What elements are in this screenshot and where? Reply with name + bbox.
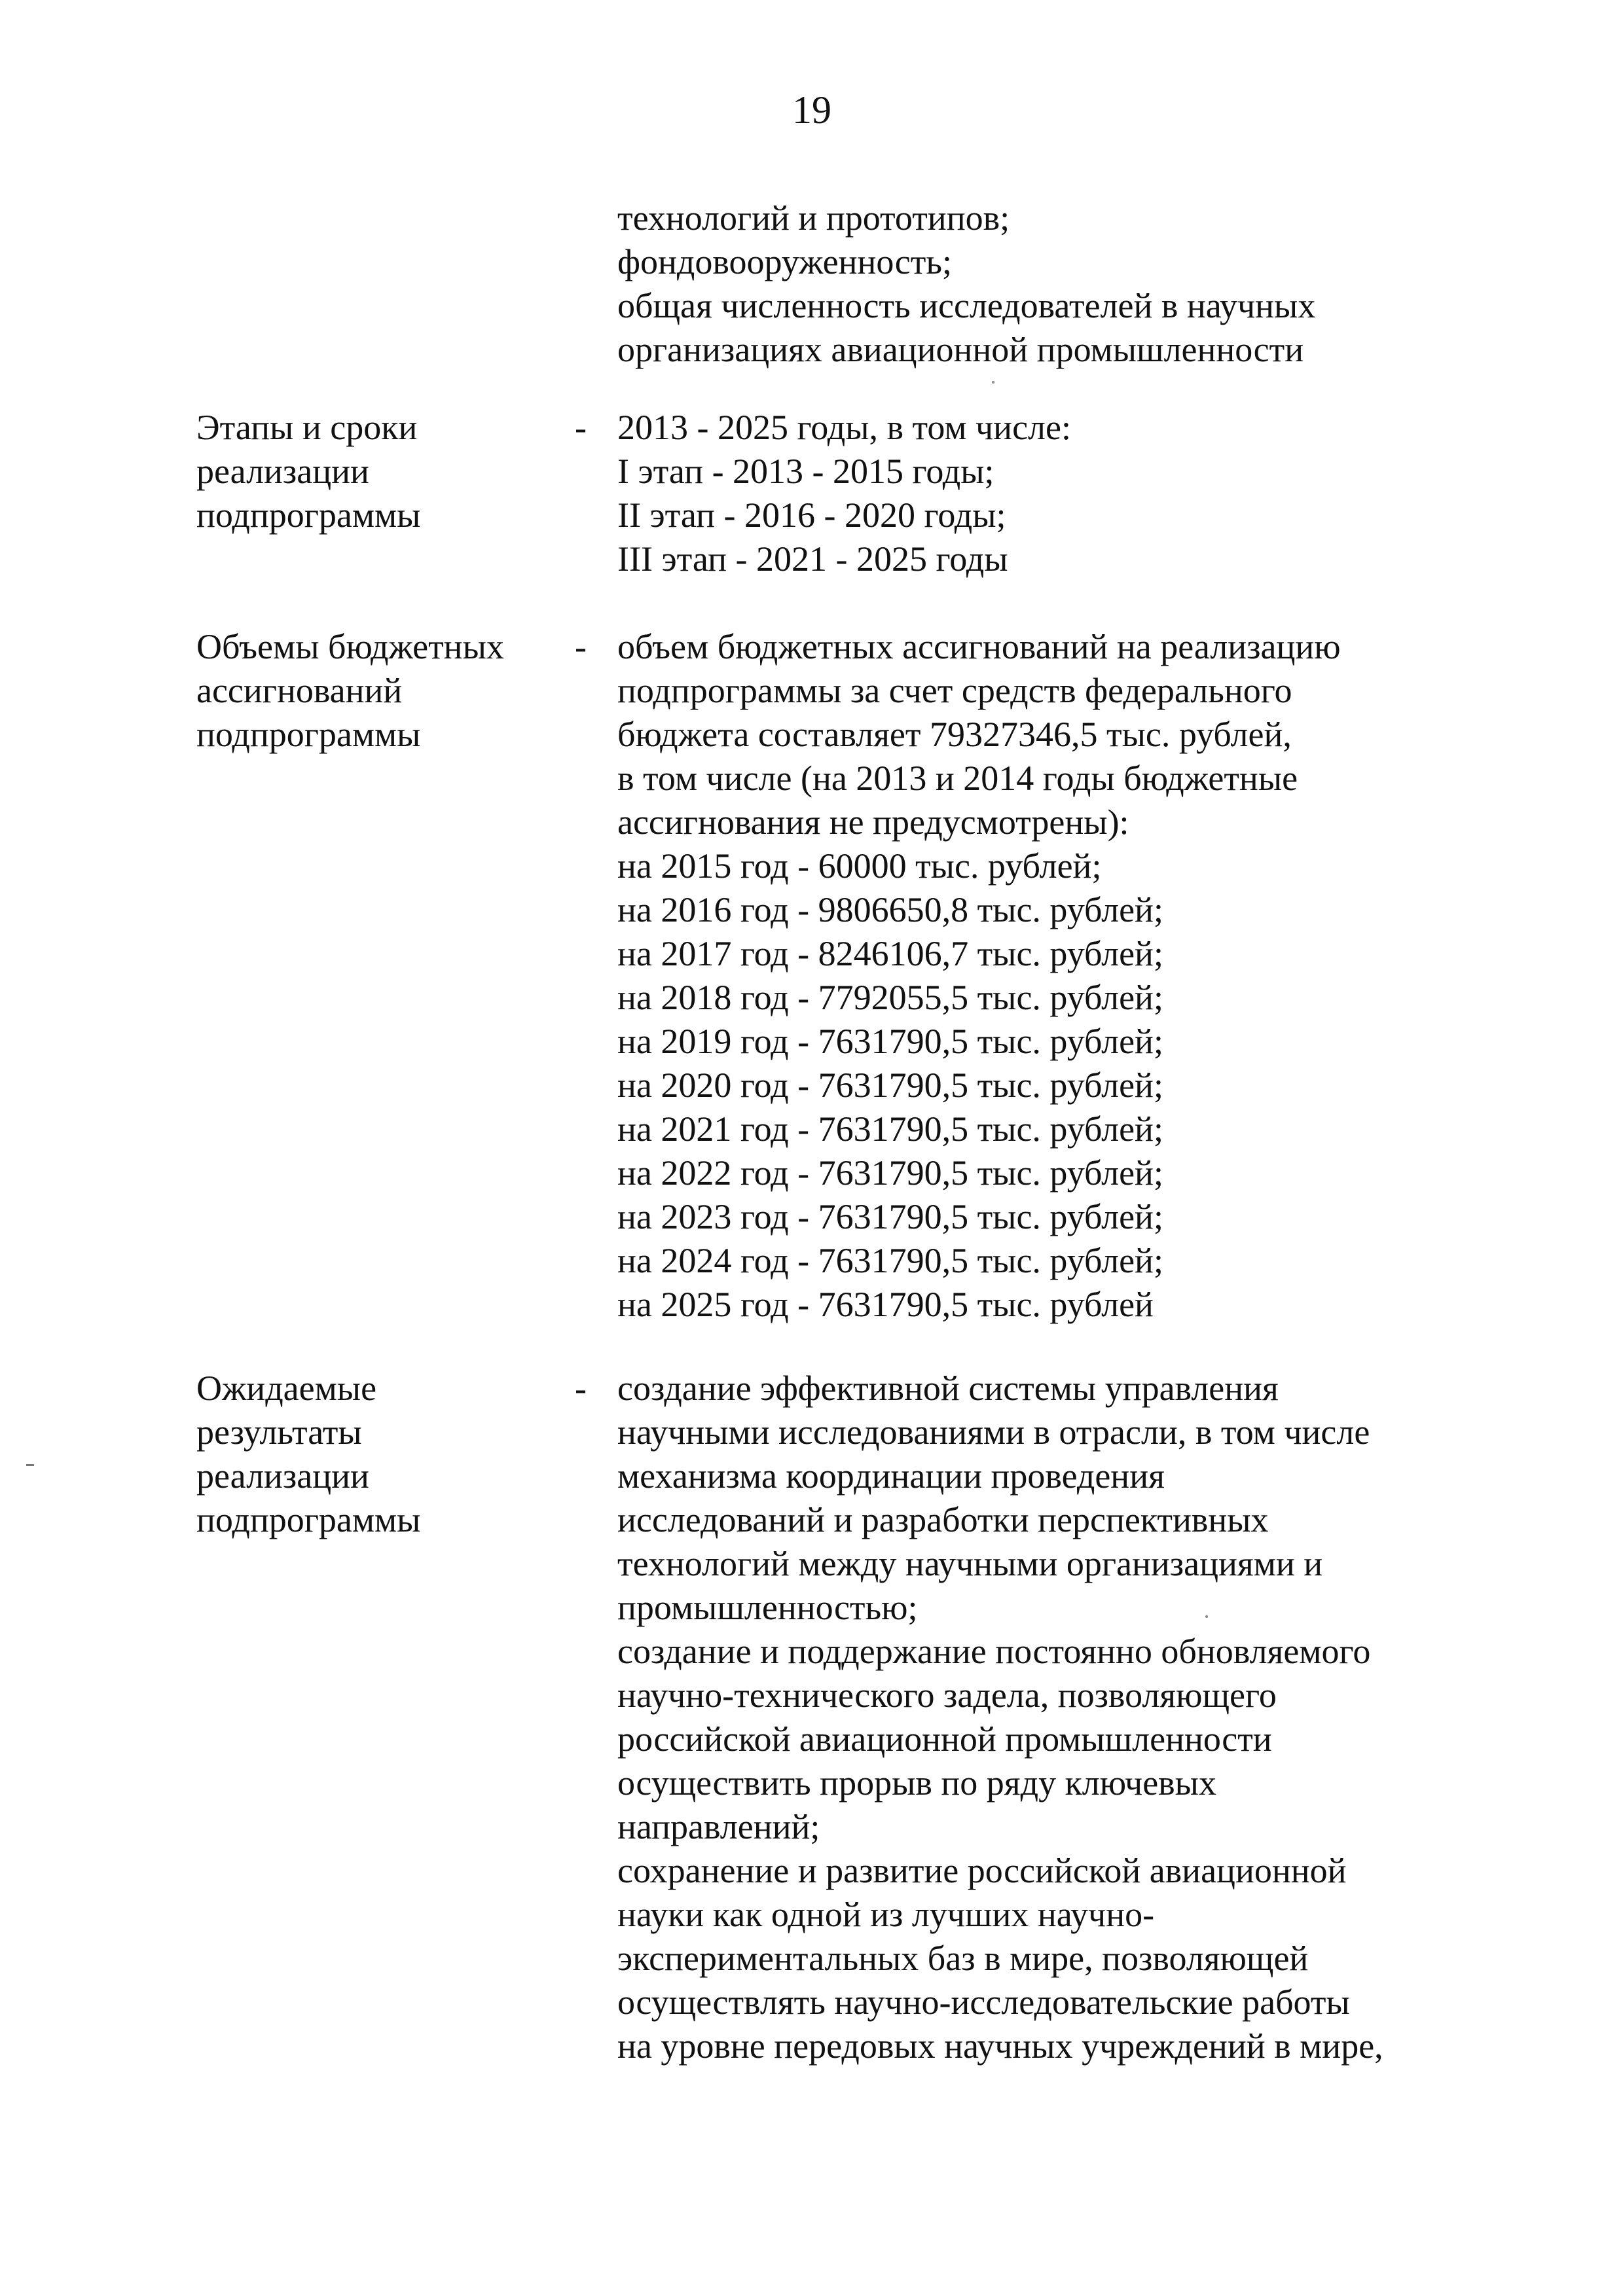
- text-line: 2013 - 2025 годы, в том числе:: [617, 408, 1071, 447]
- label-line: реализации: [196, 1456, 369, 1496]
- text-line: I этап - 2013 - 2015 годы;: [617, 452, 994, 491]
- text-line: создание и поддержание постоянно обновляемого: [617, 1632, 1371, 1671]
- text-line: науки как одной из лучших научно-: [617, 1895, 1155, 1934]
- text-line: ассигнования не предусмотрены):: [617, 802, 1129, 842]
- text-line: осуществить прорыв по ряду ключевых: [617, 1763, 1216, 1803]
- label-line: результаты: [196, 1412, 362, 1452]
- text-line: фондовооруженность;: [617, 242, 952, 281]
- label-line: Ожидаемые: [196, 1369, 377, 1408]
- text-line: исследований и разработки перспективных: [617, 1500, 1269, 1539]
- scan-speck: [1205, 1615, 1208, 1618]
- section-dash: -: [575, 1369, 587, 1408]
- budget-year-line: на 2025 год - 7631790,5 тыс. рублей: [617, 1285, 1154, 1324]
- scan-speck: [992, 381, 994, 384]
- budget-year-line: на 2018 год - 7792055,5 тыс. рублей;: [617, 978, 1163, 1017]
- label-line: подпрограммы: [196, 495, 421, 535]
- budget-year-line: на 2023 год - 7631790,5 тыс. рублей;: [617, 1197, 1163, 1236]
- label-line: ассигнований: [196, 671, 403, 710]
- text-line: в том числе (на 2013 и 2014 годы бюджетные: [617, 759, 1298, 798]
- text-line: механизма координации проведения: [617, 1456, 1165, 1496]
- text-line: экспериментальных баз в мире, позволяющей: [617, 1939, 1309, 1978]
- scan-speck: [26, 1464, 34, 1466]
- budget-year-line: на 2019 год - 7631790,5 тыс. рублей;: [617, 1022, 1163, 1061]
- budget-year-line: на 2015 год - 60000 тыс. рублей;: [617, 846, 1102, 886]
- label-line: Этапы и сроки: [196, 408, 418, 447]
- text-line: осуществлять научно-исследовательские работы: [617, 1982, 1350, 2022]
- label-line: Объемы бюджетных: [196, 627, 504, 666]
- text-line: сохранение и развитие российской авиационной: [617, 1851, 1347, 1890]
- label-line: подпрограммы: [196, 715, 421, 754]
- text-line: направлений;: [617, 1807, 820, 1846]
- text-line: технологий и прототипов;: [617, 198, 1010, 238]
- text-line: бюджета составляет 79327346,5 тыс. рублей,: [617, 715, 1292, 754]
- section-dash: -: [575, 627, 587, 666]
- text-line: общая численность исследователей в научных: [617, 286, 1316, 325]
- page-number: 19: [792, 88, 831, 132]
- label-line: реализации: [196, 452, 369, 491]
- text-line: подпрограммы за счет средств федерального: [617, 671, 1292, 710]
- budget-year-line: на 2022 год - 7631790,5 тыс. рублей;: [617, 1153, 1163, 1193]
- text-line: III этап - 2021 - 2025 годы: [617, 539, 1008, 579]
- text-line: научными исследованиями в отрасли, в том числе: [617, 1412, 1370, 1452]
- text-line: промышленностью;: [617, 1588, 918, 1627]
- text-line: организациях авиационной промышленности: [617, 330, 1304, 369]
- label-line: подпрограммы: [196, 1500, 421, 1539]
- budget-year-line: на 2017 год - 8246106,7 тыс. рублей;: [617, 934, 1163, 973]
- text-line: II этап - 2016 - 2020 годы;: [617, 495, 1006, 535]
- budget-year-line: на 2020 год - 7631790,5 тыс. рублей;: [617, 1066, 1163, 1105]
- budget-year-line: на 2021 год - 7631790,5 тыс. рублей;: [617, 1109, 1163, 1149]
- text-line: научно-технического задела, позволяющего: [617, 1676, 1277, 1715]
- budget-year-line: на 2016 год - 9806650,8 тыс. рублей;: [617, 890, 1163, 929]
- budget-year-line: на 2024 год - 7631790,5 тыс. рублей;: [617, 1241, 1163, 1280]
- text-line: на уровне передовых научных учреждений в мире,: [617, 2026, 1383, 2066]
- text-line: объем бюджетных ассигнований на реализацию: [617, 627, 1341, 666]
- text-line: создание эффективной системы управления: [617, 1369, 1279, 1408]
- section-dash: -: [575, 408, 587, 447]
- text-line: российской авиационной промышленности: [617, 1719, 1272, 1759]
- text-line: технологий между научными организациями и: [617, 1544, 1323, 1583]
